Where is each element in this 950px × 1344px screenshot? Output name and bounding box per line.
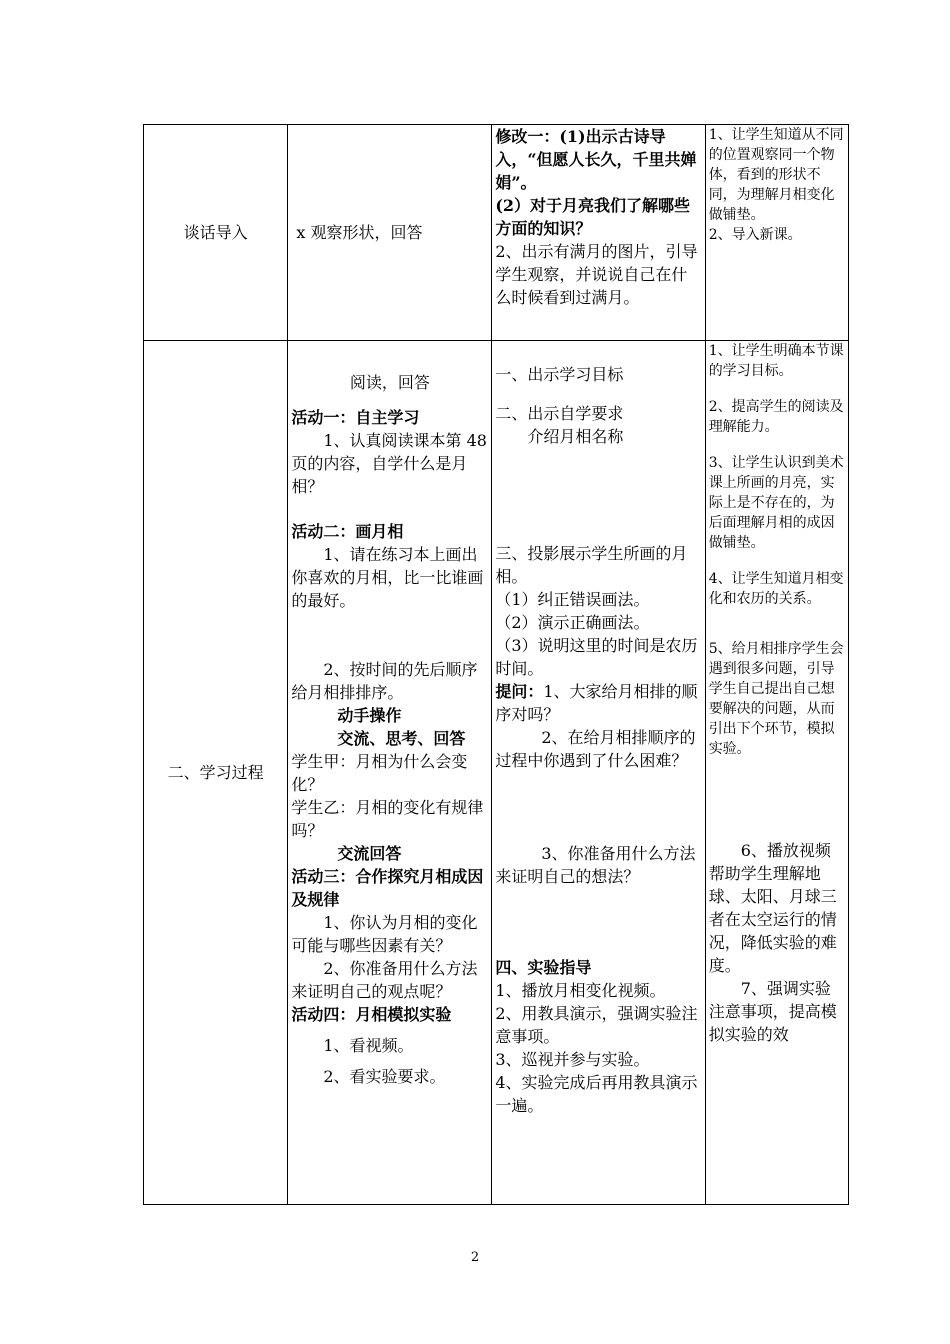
- teacher-activity-cell-learning: [492, 341, 705, 1205]
- teacher-text: 3、你准备用什么方法来证明自己的想法？: [495, 844, 696, 886]
- student-text: 1、看视频。: [323, 1036, 414, 1055]
- phase-label: 二、学习过程: [167, 763, 264, 782]
- teacher-text: 修改一：(1)出示古诗导入，“但愿人长久，千里共婵娟”。: [495, 127, 697, 192]
- phase-cell-intro: [144, 125, 288, 341]
- teacher-text: [495, 680, 701, 726]
- intent-text: 4、让学生知道月相变化和农历的关系。: [708, 571, 844, 607]
- student-text: 动手操作: [337, 706, 402, 725]
- table-row-intro: [144, 125, 849, 341]
- teacher-text: 2、出示有满月的图片，引导学生观察，并说说自己在什么时候看到过满月。: [495, 242, 698, 307]
- intent-text: 7、强调实验注意事项，提高模拟实验的效: [708, 979, 837, 1044]
- student-text: 阅读，回答: [349, 373, 430, 392]
- intent-text: 5、给月相排序学生会遇到很多问题，引导学生自己提出自己想要解决的问题，从而引出下个环节，模拟实验。: [708, 641, 844, 757]
- teacher-text: 4、实验完成后再用教具演示一遍。: [495, 1073, 698, 1115]
- phase-cell-learning: [144, 341, 288, 1205]
- intent-text: 3、让学生认识到美术课上所画的月亮，实际上是不存在的，为后面理解月相的成因做铺垫。: [708, 455, 844, 551]
- page-number: 2: [470, 1250, 480, 1265]
- design-intent-cell-learning: [705, 341, 848, 1205]
- student-text: 1、认真阅读课本第 48 页的内容，自学什么是月相？: [291, 431, 487, 496]
- student-activity-cell-learning: [288, 341, 492, 1205]
- teacher-text: (2）对于月亮我们了解哪些方面的知识？: [495, 196, 691, 238]
- student-text: 1、请在练习本上画出你喜欢的月相，比一比谁画的最好。: [291, 545, 484, 610]
- student-text: 学生乙：月相的变化有规律吗？: [291, 798, 484, 840]
- student-text: 1、你认为月相的变化可能与哪些因素有关？: [291, 913, 478, 955]
- lesson-plan-table: [143, 124, 849, 1205]
- intent-text: 6、播放视频帮助学生理解地球、太阳、月球三者在太空运行的情况，降低实验的难度。: [708, 841, 837, 975]
- activity-heading: 活动四：月相模拟实验: [291, 1005, 452, 1024]
- intent-text: 2、提高学生的阅读及理解能力。: [708, 399, 844, 435]
- question-label: 提问：: [495, 682, 544, 701]
- student-text: 交流回答: [337, 844, 402, 863]
- student-text: 2、你准备用什么方法来证明自己的观点呢？: [291, 959, 478, 1001]
- teacher-text: 1、播放月相变化视频。: [495, 981, 666, 1000]
- student-activity-text: x 观察形状，回答: [296, 223, 423, 242]
- teacher-text: （3）说明这里的时间是农历时间。: [495, 636, 698, 678]
- teacher-text: （1）纠正错误画法。: [495, 590, 650, 609]
- teacher-activity-cell-intro: [492, 125, 705, 341]
- student-text: 2、看实验要求。: [323, 1067, 446, 1086]
- student-text: 学生甲：月相为什么会变化？: [291, 752, 468, 794]
- activity-heading: 活动二：画月相: [291, 522, 404, 541]
- teacher-text: 一、出示学习目标: [495, 365, 624, 384]
- teacher-text: 2、用教具演示，强调实验注意事项。: [495, 1004, 698, 1046]
- intent-text: 1、让学生知道从不同的位置观察同一个物体，看到的形状不同，为理解月相变化做铺垫。: [708, 127, 844, 223]
- teacher-text: 2、在给月相排顺序的过程中你遇到了什么困难？: [495, 728, 696, 770]
- table-row-learning: [144, 341, 849, 1205]
- teacher-text: 3、巡视并参与实验。: [495, 1050, 650, 1069]
- activity-heading: 活动三：合作探究月相成因及规律: [291, 867, 484, 909]
- teacher-text: （2）演示正确画法。: [495, 613, 650, 632]
- teacher-text: 三、投影展示学生所画的月相。: [495, 544, 688, 586]
- student-text: 交流、思考、回答: [337, 729, 466, 748]
- teacher-heading: 四、实验指导: [495, 958, 592, 977]
- student-text: 2、按时间的先后顺序给月相排排序。: [291, 660, 478, 702]
- intent-text: 2、导入新课。: [708, 227, 802, 243]
- student-activity-cell-intro: [288, 125, 492, 341]
- activity-heading: 活动一：自主学习: [291, 408, 420, 427]
- design-intent-cell-intro: [705, 125, 848, 341]
- phase-label: 谈话导入: [183, 223, 248, 242]
- teacher-text: 1、大家给月相排的顺序对吗？: [495, 682, 698, 724]
- intent-text: 1、让学生明确本节课的学习目标。: [708, 343, 844, 379]
- teacher-text: 二、出示自学要求: [495, 404, 624, 423]
- teacher-text: 介绍月相名称: [527, 427, 624, 446]
